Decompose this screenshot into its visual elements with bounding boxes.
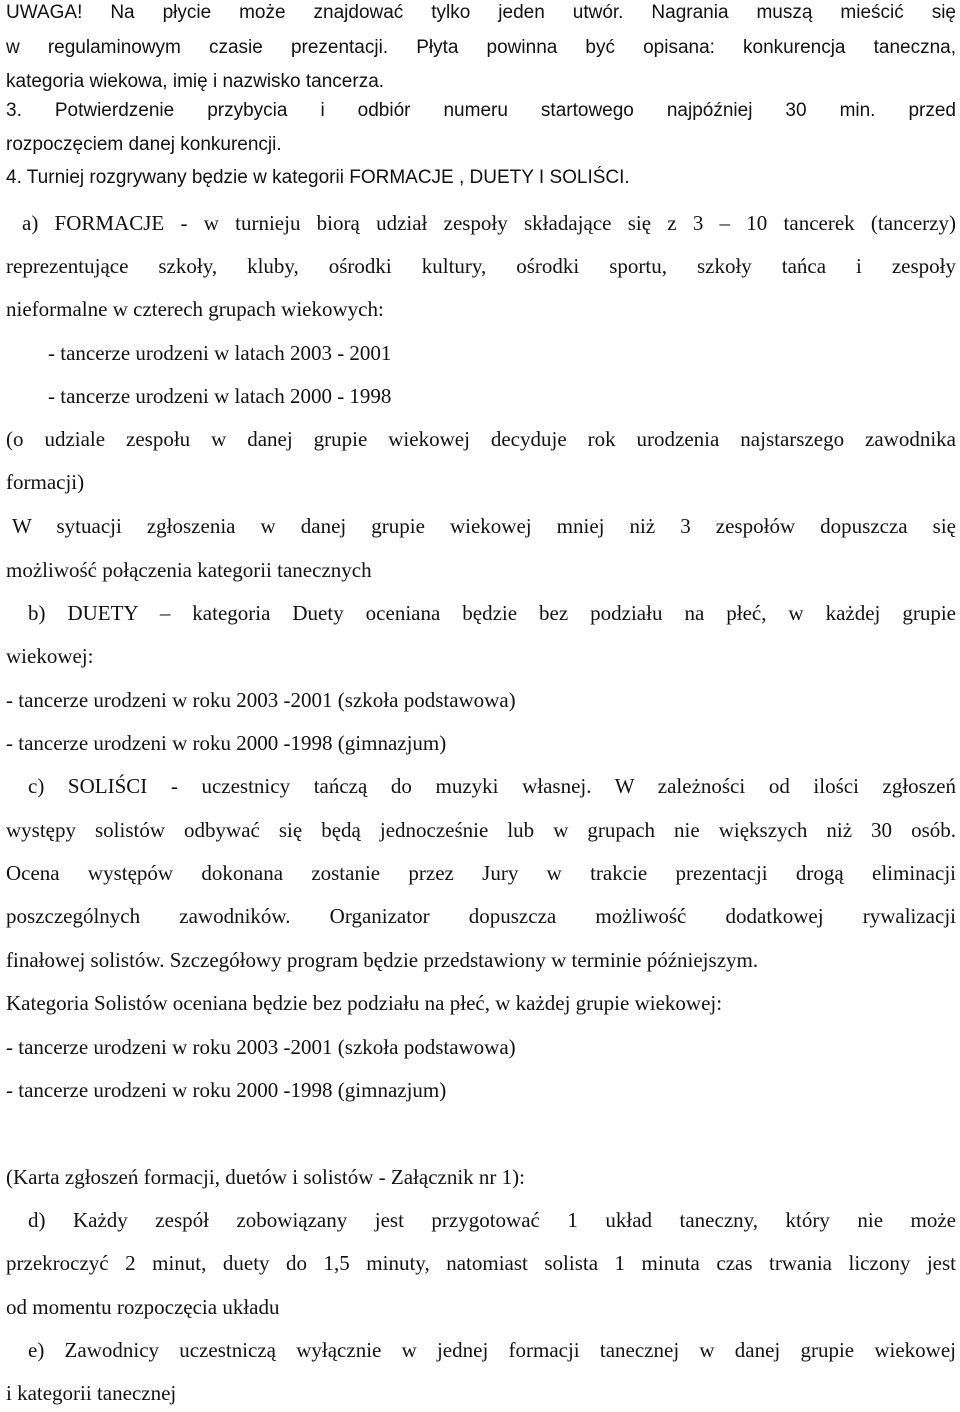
formacje-note-line-2: formacji) — [6, 470, 85, 494]
rule-e-line-2: i kategorii tanecznej — [6, 1381, 177, 1405]
notice-line-3: kategoria wiekowa, imię i nazwisko tancerza. — [6, 71, 385, 92]
rule-d-line-1: d) Każdy zespół zobowiązany jest przygotować 1 układ taneczny, który nie może — [28, 1208, 956, 1232]
rule-3-line-2: rozpoczęciem danej konkurencji. — [6, 134, 282, 155]
attachment-note: (Karta zgłoszeń formacji, duetów i solistów - Załącznik nr 1): — [6, 1165, 525, 1189]
formacje-line-3: nieformalne w czterech grupach wiekowych: — [6, 297, 384, 321]
solisci-line-5: finałowej solistów. Szczegółowy program będzie przedstawiony w terminie późniejszym. — [6, 948, 759, 972]
solisci-line-1: c) SOLIŚCI - uczestnicy tańczą do muzyki własnej. W zależności od ilości zgłoszeń — [28, 774, 956, 798]
solisci-category-line: Kategoria Solistów oceniana będzie bez podziału na płeć, w każdej grupie wiekowej: — [6, 991, 723, 1015]
solisci-line-3: Ocena występów dokonana zostanie przez Jury w trakcie prezentacji drogą eliminacji — [6, 861, 956, 885]
merge-note-line-1: W sytuacji zgłoszenia w danej grupie wiekowej mniej niż 3 zespołów dopuszcza się — [12, 514, 956, 538]
formacje-note-line-1: (o udziale zespołu w danej grupie wiekowej decyduje rok urodzenia najstarszego zawodnika — [6, 427, 956, 451]
formacje-age-group-2: - tancerze urodzeni w latach 2000 - 1998 — [48, 384, 392, 408]
rule-d-line-2: przekroczyć 2 minut, duety do 1,5 minuty, natomiast solista 1 minuta czas trwania liczony jest — [6, 1251, 956, 1275]
duety-age-group-2: - tancerze urodzeni w roku 2000 -1998 (gimnazjum) — [6, 731, 447, 755]
notice-line-2: w regulaminowym czasie prezentacji. Płyta powinna być opisana: konkurencja taneczna, — [6, 37, 956, 58]
formacje-age-group-1: - tancerze urodzeni w latach 2003 - 2001 — [48, 341, 392, 365]
solisci-line-2: występy solistów odbywać się będą jednocześnie lub w grupach nie większych niż 30 osób. — [6, 818, 956, 842]
rule-4-line: 4. Turniej rozgrywany będzie w kategorii FORMACJE , DUETY I SOLIŚCI. — [6, 167, 630, 188]
merge-note-line-2: możliwość połączenia kategorii tanecznych — [6, 558, 372, 582]
solisci-age-group-2: - tancerze urodzeni w roku 2000 -1998 (gimnazjum) — [6, 1078, 447, 1102]
notice-line-1: UWAGA! Na płycie może znajdować tylko jeden utwór. Nagrania muszą mieścić się — [6, 2, 956, 23]
duety-age-group-1: - tancerze urodzeni w roku 2003 -2001 (szkoła podstawowa) — [6, 688, 516, 712]
duety-line-1: b) DUETY – kategoria Duety oceniana będzie bez podziału na płeć, w każdej grupie — [28, 601, 956, 625]
rule-3-line-1: 3. Potwierdzenie przybycia i odbiór numeru startowego najpóźniej 30 min. przed — [6, 100, 956, 121]
duety-line-2: wiekowej: — [6, 644, 94, 668]
solisci-age-group-1: - tancerze urodzeni w roku 2003 -2001 (szkoła podstawowa) — [6, 1035, 516, 1059]
rule-d-line-3: od momentu rozpoczęcia układu — [6, 1295, 280, 1319]
solisci-line-4: poszczególnych zawodników. Organizator dopuszcza możliwość dodatkowej rywalizacji — [6, 904, 956, 928]
rule-e-line-1: e) Zawodnicy uczestniczą wyłącznie w jednej formacji tanecznej w danej grupie wiekowej — [28, 1338, 956, 1362]
formacje-line-2: reprezentujące szkoły, kluby, ośrodki kultury, ośrodki sportu, szkoły tańca i zespoły — [6, 254, 956, 278]
formacje-line-1: a) FORMACJE - w turnieju biorą udział zespoły składające się z 3 – 10 tancerek (tancerzy) — [22, 211, 956, 235]
